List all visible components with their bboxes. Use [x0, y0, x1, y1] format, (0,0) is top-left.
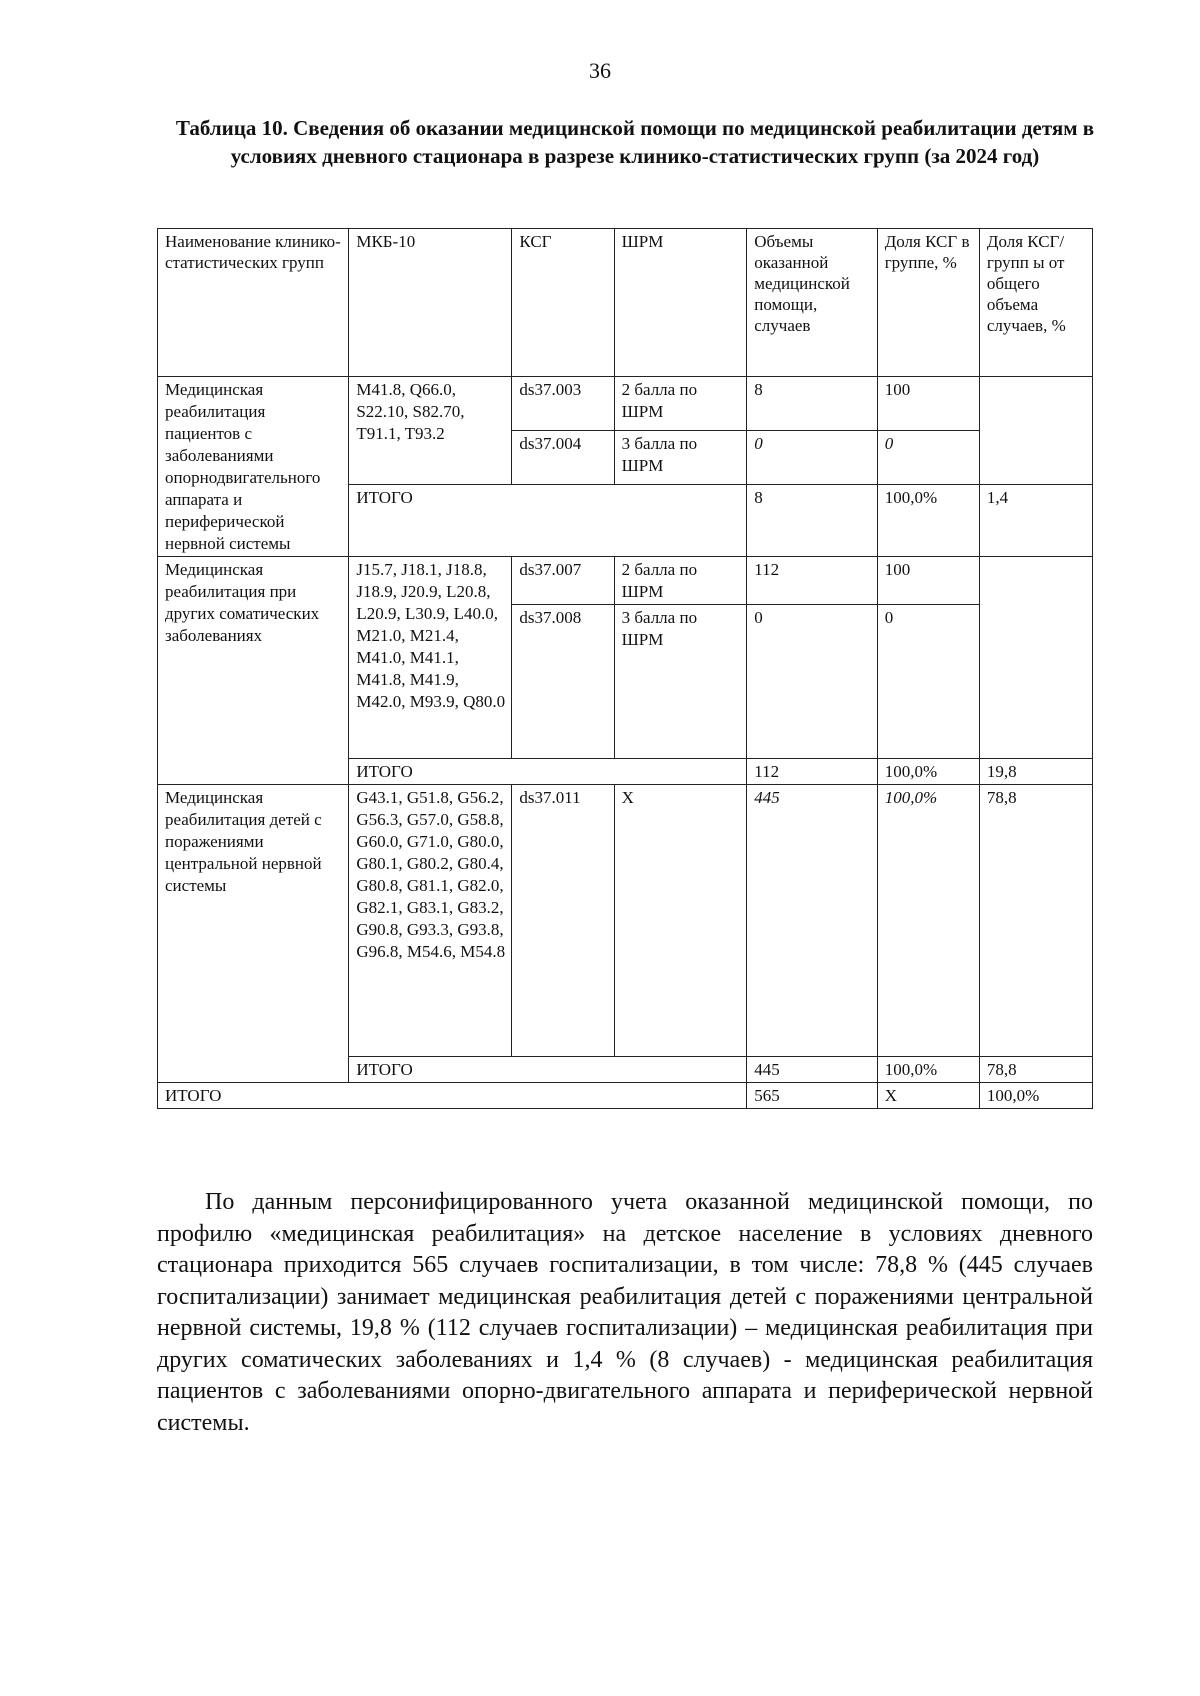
shrm-value: 3 балла по ШРМ: [614, 605, 747, 759]
shrm-value: 3 балла по ШРМ: [614, 431, 747, 485]
total-volume: 445: [747, 1057, 877, 1083]
group-codes: G43.1, G51.8, G56.2, G56.3, G57.0, G58.8, G60.0, G71.0, G80.0, G80.1, G80.2, G80.4, G80.8, G81.1, G82.0, G82.1, G83.1, G83.2, G90.8, G93.3, G93.8, G96.8, M54.6, M54.8: [349, 785, 512, 1057]
share-value: 100: [877, 377, 979, 431]
rehab-table: [157, 228, 1093, 1109]
volume-value: 445: [747, 785, 877, 1057]
volume-value: 0: [747, 431, 877, 485]
ksg-code: ds37.003: [512, 377, 614, 431]
group-name: Медицинская реабилитация при других соматических заболеваниях: [158, 557, 349, 785]
share-value: 100: [877, 557, 979, 605]
group-codes: M41.8, Q66.0, S22.10, S82.70, T91.1, T93.2: [349, 377, 512, 485]
share-total-empty: [979, 377, 1092, 485]
table-header-row: [158, 229, 1093, 377]
volume-value: 0: [747, 605, 877, 759]
shrm-value: 2 балла по ШРМ: [614, 557, 747, 605]
table-row: [158, 785, 1093, 1057]
total-label: ИТОГО: [349, 1057, 747, 1083]
group-name: Медицинская реабилитация пациентов с заболеваниями опорнодвигательного аппарата и периферической нервной системы: [158, 377, 349, 557]
share-total-value: 78,8: [979, 785, 1092, 1057]
grand-total-volume: 565: [747, 1083, 877, 1109]
total-volume: 8: [747, 485, 877, 557]
total-share: 100,0%: [877, 485, 979, 557]
group-codes: J15.7, J18.1, J18.8, J18.9, J20.9, L20.8, L20.9, L30.9, L40.0, M21.0, M21.4, M41.0, M41.1, M41.8, M41.9, M42.0, M93.9, Q80.0: [349, 557, 512, 759]
share-total-empty: [979, 557, 1092, 759]
total-share-total: 1,4: [979, 485, 1092, 557]
header-group: Наименование клинико-статистических групп: [158, 229, 349, 377]
table-row: [158, 377, 1093, 431]
total-share-total: 19,8: [979, 759, 1092, 785]
header-share-ksg: Доля КСГ в группе, %: [877, 229, 979, 377]
volume-value: 8: [747, 377, 877, 431]
shrm-value: 2 балла по ШРМ: [614, 377, 747, 431]
ksg-code: ds37.004: [512, 431, 614, 485]
ksg-code: ds37.007: [512, 557, 614, 605]
grand-total-share-total: 100,0%: [979, 1083, 1092, 1109]
total-share: 100,0%: [877, 1057, 979, 1083]
ksg-code: ds37.011: [512, 785, 614, 1057]
grand-total-share: X: [877, 1083, 979, 1109]
grand-total-label: ИТОГО: [158, 1083, 747, 1109]
share-value: 100,0%: [877, 785, 979, 1057]
total-volume: 112: [747, 759, 877, 785]
share-value: 0: [877, 605, 979, 759]
share-value: 0: [877, 431, 979, 485]
total-share: 100,0%: [877, 759, 979, 785]
volume-value: 112: [747, 557, 877, 605]
total-label: ИТОГО: [349, 485, 747, 557]
group-name: Медицинская реабилитация детей с поражениями центральной нервной системы: [158, 785, 349, 1083]
header-shrm: ШРМ: [614, 229, 747, 377]
page-number: 36: [589, 58, 611, 83]
total-label: ИТОГО: [349, 759, 747, 785]
shrm-value: X: [614, 785, 747, 1057]
table-row: [158, 557, 1093, 605]
ksg-code: ds37.008: [512, 605, 614, 759]
summary-paragraph: По данным персонифицированного учета оказанной медицинской помощи, по профилю «медицинская реабилитация» на детское население в условиях дневного стационара приходится 565 случаев госпитализации, в том числе: 78,8 % (445 случаев госпитализации) занимает медицинская реабилитация детей с поражениями центральной нервной системы, 19,8 % (112 случаев госпитализации) – медицинская реабилитация при других соматических заболеваниях и 1,4 % (8 случаев) - медицинская реабилитация пациентов с заболеваниями опорно-двигательного аппарата и периферической нервной системы.: [157, 1189, 1093, 1436]
grand-total-row: [158, 1083, 1093, 1109]
header-share-total: Доля КСГ/групп ы от общего объема случаев, %: [979, 229, 1092, 377]
table-title: Таблица 10. Сведения об оказании медицинской помощи по медицинской реабилитации детям в условиях дневного стационара в разрезе клинико-статистических групп (за 2024 год): [175, 116, 1095, 168]
header-volume: Объемы оказанной медицинской помощи, случаев: [747, 229, 877, 377]
header-ksg: КСГ: [512, 229, 614, 377]
total-share-total: 78,8: [979, 1057, 1092, 1083]
header-mkb: МКБ-10: [349, 229, 512, 377]
